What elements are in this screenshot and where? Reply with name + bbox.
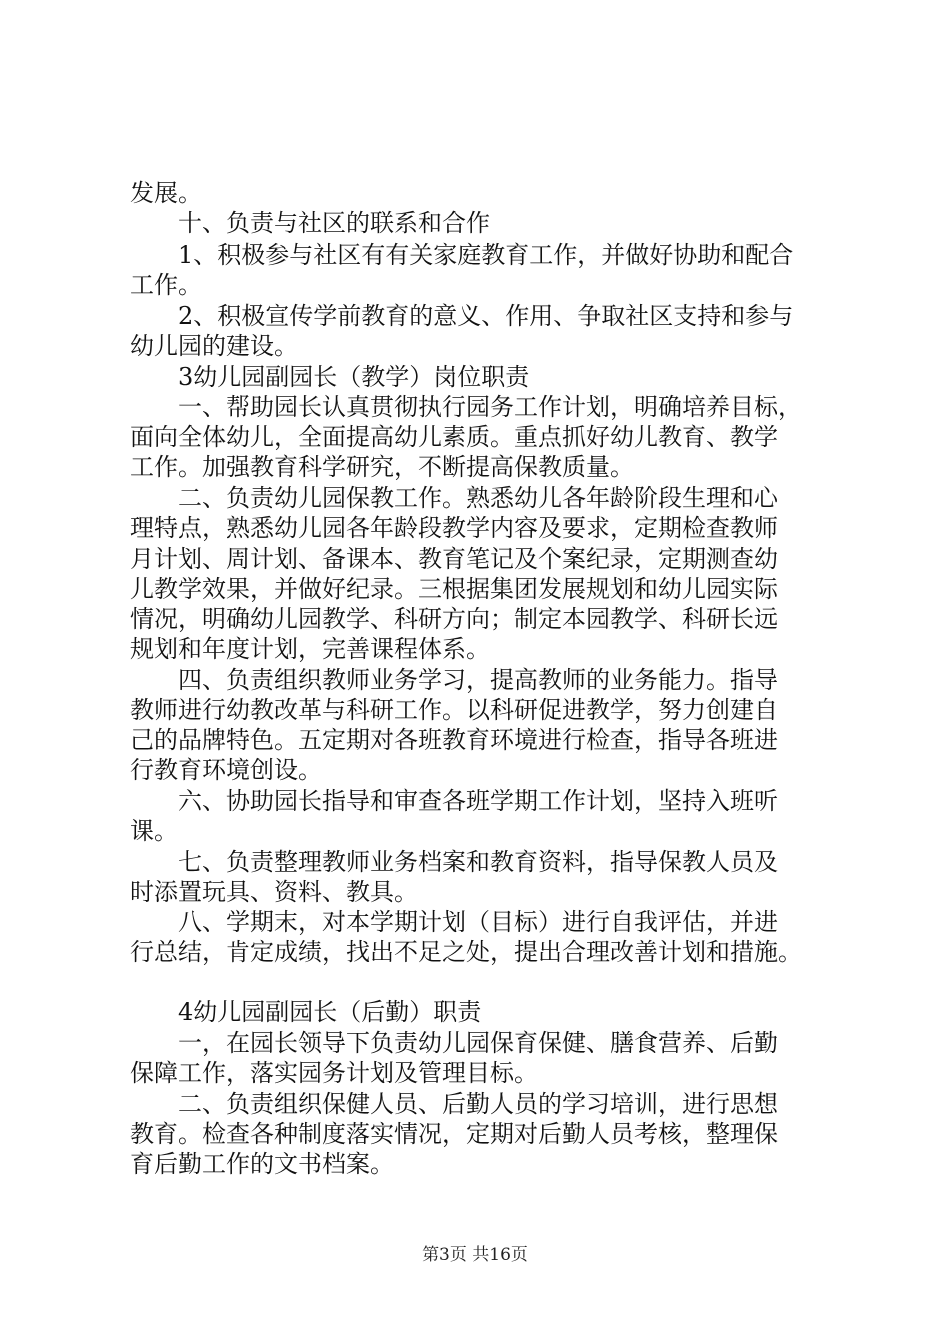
text-line: 教育。检查各种制度落实情况，定期对后勤人员考核，整理保 <box>130 1120 778 1148</box>
text-line: 保障工作，落实园务计划及管理目标。 <box>130 1059 538 1087</box>
page-number-footer: 第3页 共16页 <box>422 1245 528 1265</box>
text-line: 面向全体幼儿，全面提高幼儿素质。重点抓好幼儿教育、教学 <box>130 423 778 451</box>
text-line: 月计划、周计划、备课本、教育笔记及个案纪录，定期测查幼 <box>130 545 778 573</box>
text-line: 工作。加强教育科学研究，不断提高保教质量。 <box>130 453 634 481</box>
text-line: 发展。 <box>130 179 202 207</box>
text-line: 儿教学效果，并做好纪录。三根据集团发展规划和幼儿园实际 <box>130 575 778 603</box>
text-line: 情况，明确幼儿园教学、科研方向；制定本园教学、科研长远 <box>130 605 778 633</box>
text-line: 1、积极参与社区有有关家庭教育工作，并做好协助和配合 <box>178 241 794 269</box>
text-line: 课。 <box>130 817 178 845</box>
section-heading: 十、负责与社区的联系和合作 <box>178 209 490 237</box>
text-line: 教师进行幼教改革与科研工作。以科研促进教学，努力创建自 <box>130 696 778 724</box>
text-line: 六、协助园长指导和审查各班学期工作计划，坚持入班听 <box>178 787 778 815</box>
section-heading: 4幼儿园副园长（后勤）职责 <box>178 998 482 1026</box>
text-line: 一、帮助园长认真贯彻执行园务工作计划，明确培养目标， <box>178 393 802 421</box>
text-line: 一，在园长领导下负责幼儿园保育保健、膳食营养、后勤 <box>178 1029 778 1057</box>
text-line: 育后勤工作的文书档案。 <box>130 1150 394 1178</box>
text-line: 行教育环境创设。 <box>130 756 322 784</box>
text-line: 理特点，熟悉幼儿园各年龄段教学内容及要求，定期检查教师 <box>130 514 778 542</box>
section-heading: 3幼儿园副园长（教学）岗位职责 <box>178 363 530 391</box>
text-line: 二、负责幼儿园保教工作。熟悉幼儿各年龄阶段生理和心 <box>178 484 778 512</box>
text-line: 二、负责组织保健人员、后勤人员的学习培训，进行思想 <box>178 1090 778 1118</box>
text-line: 2、积极宣传学前教育的意义、作用、争取社区支持和参与 <box>178 302 794 330</box>
text-line: 工作。 <box>130 271 202 299</box>
text-line: 时添置玩具、资料、教具。 <box>130 878 418 906</box>
text-line: 行总结，肯定成绩，找出不足之处，提出合理改善计划和措施。 <box>130 938 802 966</box>
text-line: 幼儿园的建设。 <box>130 332 298 360</box>
text-line: 七、负责整理教师业务档案和教育资料，指导保教人员及 <box>178 848 778 876</box>
text-line: 规划和年度计划，完善课程体系。 <box>130 635 490 663</box>
text-line: 己的品牌特色。五定期对各班教育环境进行检查，指导各班进 <box>130 726 778 754</box>
text-line: 八、学期末，对本学期计划（目标）进行自我评估，并进 <box>178 908 778 936</box>
text-line: 四、负责组织教师业务学习，提高教师的业务能力。指导 <box>178 666 778 694</box>
